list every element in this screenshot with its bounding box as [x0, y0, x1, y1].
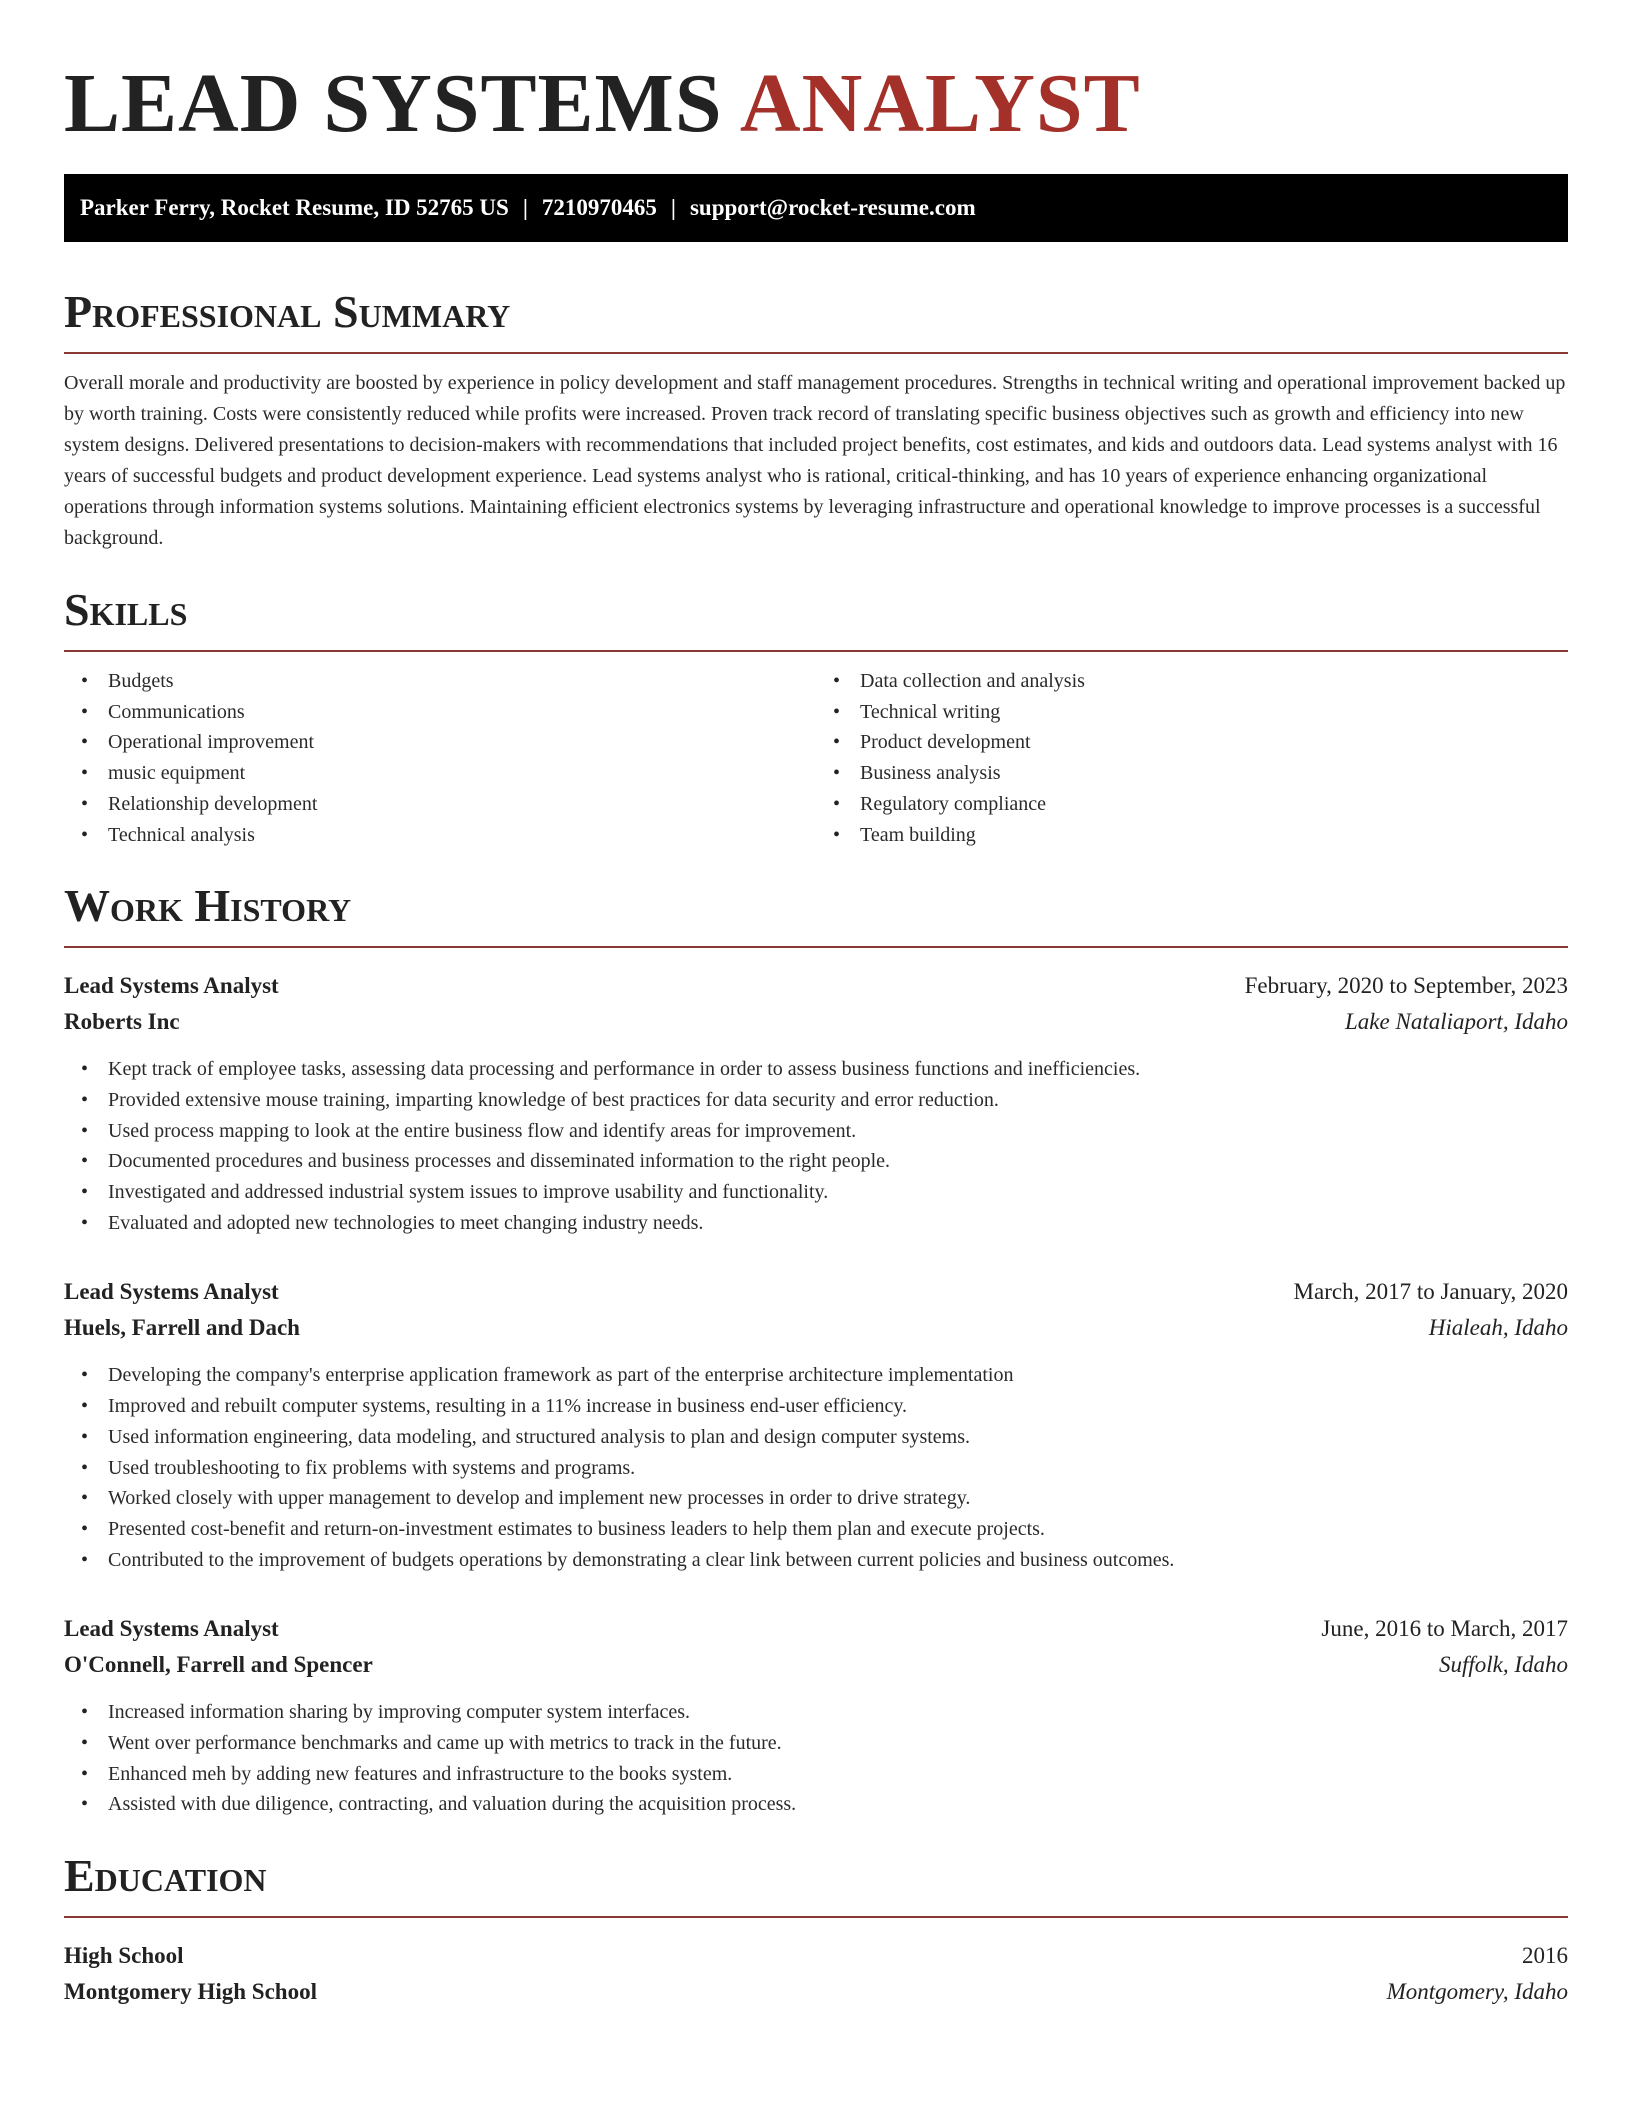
skill-item: • Relationship development: [108, 789, 816, 820]
job-bullet: • Contributed to the improvement of budgets operations by demonstrating a clear link between current policies and business outcomes.: [108, 1545, 1568, 1576]
title-part-accent: ANALYST: [739, 57, 1141, 150]
job-bullets: [64, 1054, 1568, 1238]
skills-list-left: [64, 666, 816, 850]
job-bullet: • Documented procedures and business processes and disseminated information to the right people.: [108, 1146, 1568, 1177]
skill-item: • Team building: [860, 820, 1568, 851]
contact-email: support@rocket-resume.com: [689, 195, 976, 220]
education-year: 2016: [1522, 1943, 1568, 1969]
job-title: Lead Systems Analyst: [64, 1616, 279, 1642]
job-bullet: • Enhanced meh by adding new features and infrastructure to the books system.: [108, 1759, 1568, 1790]
job-bullet: • Investigated and addressed industrial system issues to improve usability and functionality.: [108, 1177, 1568, 1208]
job-company: Roberts Inc: [64, 1009, 180, 1035]
education-location: Montgomery, Idaho: [1386, 1979, 1568, 2005]
skill-item: • music equipment: [108, 758, 816, 789]
job-bullet: • Used troubleshooting to fix problems with systems and programs.: [108, 1453, 1568, 1484]
job-bullet: • Evaluated and adopted new technologies to meet changing industry needs.: [108, 1208, 1568, 1239]
skills-heading: Skills: [64, 584, 1568, 652]
job-bullet: • Improved and rebuilt computer systems, resulting in a 11% increase in business end-user efficiency.: [108, 1391, 1568, 1422]
skill-item: • Regulatory compliance: [860, 789, 1568, 820]
contact-separator: |: [522, 195, 528, 220]
summary-section: [64, 286, 1568, 554]
contact-phone: 7210970465: [541, 195, 657, 220]
skill-item: • Product development: [860, 727, 1568, 758]
skill-item: • Technical writing: [860, 697, 1568, 728]
education-degree: High School: [64, 1943, 184, 1969]
job-location: Suffolk, Idaho: [1438, 1652, 1568, 1678]
job-dates: June, 2016 to March, 2017: [1321, 1616, 1568, 1642]
job-bullet: • Increased information sharing by improving computer system interfaces.: [108, 1697, 1568, 1728]
job-location: Lake Nataliaport, Idaho: [1345, 1009, 1568, 1035]
contact-address: Parker Ferry, Rocket Resume, ID 52765 US: [80, 195, 509, 220]
work-history-heading: Work History: [64, 880, 1568, 948]
job-bullet: • Presented cost-benefit and return-on-investment estimates to business leaders to help them plan and execute projects.: [108, 1514, 1568, 1545]
education-section: [64, 1850, 1568, 2010]
job-dates: March, 2017 to January, 2020: [1293, 1279, 1568, 1305]
job-title: Lead Systems Analyst: [64, 1279, 279, 1305]
summary-text: Overall morale and productivity are boosted by experience in policy development and staff management procedures. Strengths in technical writing and operational improvement backed up by worth training. Costs were consistently reduced while profits were increased. Proven track record of translating specific business objectives such as growth and efficiency into new system designs. Delivered presentations to decision-makers with recommendations that included project benefits, cost estimates, and kids and outdoors data. Lead systems analyst with 16 years of successful budgets and product development experience. Lead systems analyst who is rational, critical-thinking, and has 10 years of experience enhancing organizational operations through information systems solutions. Maintaining efficient electronics systems by leveraging infrastructure and operational knowledge to improve processes is a successful background.: [64, 372, 1566, 549]
job-location: Hialeah, Idaho: [1428, 1315, 1568, 1341]
job-bullets: [64, 1697, 1568, 1820]
job-bullet: • Used process mapping to look at the entire business flow and identify areas for improvement.: [108, 1116, 1568, 1147]
skill-item: • Budgets: [108, 666, 816, 697]
job-entry: [64, 968, 1568, 1238]
title-part-primary: LEAD SYSTEMS: [64, 57, 723, 150]
job-company: O'Connell, Farrell and Spencer: [64, 1652, 373, 1678]
job-bullet: • Kept track of employee tasks, assessing data processing and performance in order to assess business functions and inefficiencies.: [108, 1054, 1568, 1085]
job-bullet: • Used information engineering, data modeling, and structured analysis to plan and design computer systems.: [108, 1422, 1568, 1453]
job-bullet: • Developing the company's enterprise application framework as part of the enterprise architecture implementation: [108, 1360, 1568, 1391]
education-school: Montgomery High School: [64, 1979, 317, 2005]
education-heading: Education: [64, 1850, 1568, 1918]
job-bullet: • Worked closely with upper management to develop and implement new processes in order to drive strategy.: [108, 1483, 1568, 1514]
resume-title: [64, 56, 1568, 152]
skills-list-right: [816, 666, 1568, 850]
skill-item: • Business analysis: [860, 758, 1568, 789]
skill-item: • Operational improvement: [108, 727, 816, 758]
job-bullet: • Went over performance benchmarks and came up with metrics to track in the future.: [108, 1728, 1568, 1759]
job-entry: [64, 1611, 1568, 1820]
skill-item: • Technical analysis: [108, 820, 816, 851]
job-bullets: [64, 1360, 1568, 1575]
job-dates: February, 2020 to September, 2023: [1244, 973, 1568, 999]
skill-item: • Communications: [108, 697, 816, 728]
work-history-section: [64, 880, 1568, 1820]
skill-item: • Data collection and analysis: [860, 666, 1568, 697]
skills-columns: [64, 666, 1568, 850]
skills-section: [64, 584, 1568, 850]
job-company: Huels, Farrell and Dach: [64, 1315, 300, 1341]
job-bullet: • Assisted with due diligence, contracting, and valuation during the acquisition process.: [108, 1789, 1568, 1820]
job-bullet: • Provided extensive mouse training, imparting knowledge of best practices for data security and error reduction.: [108, 1085, 1568, 1116]
education-entry: [64, 1938, 1568, 2010]
job-entry: [64, 1274, 1568, 1575]
job-title: Lead Systems Analyst: [64, 973, 279, 999]
contact-separator: |: [670, 195, 676, 220]
summary-heading: Professional Summary: [64, 286, 1568, 354]
contact-bar: [64, 174, 1568, 242]
